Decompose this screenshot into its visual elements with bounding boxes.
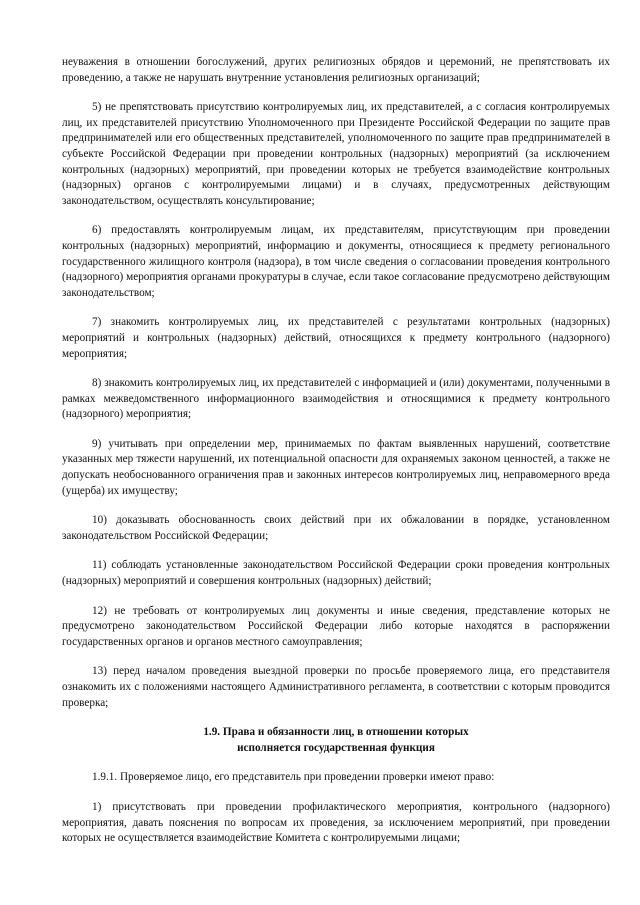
paragraph-item-8: 8) знакомить контролируемых лиц, их представителей с информацией и (или) документами, полученными в рамках межведомственного информационного взаимодействия и относящимися к предмету контрольного (надзорного) мероприятия; <box>62 377 610 421</box>
section-heading-line-1: 1.9. Права и обязанности лиц, в отношении которых <box>203 726 469 739</box>
paragraph-right-1: 1) присутствовать при проведении профилактического мероприятия, контрольного (надзорного) мероприятия, давать пояснения по вопросам их проведения, за исключением мероприятий, при проведении которых не осуществляется взаимодействие Комитета с контролируемыми лицами; <box>62 800 610 845</box>
paragraph-item-10: 10) доказывать обоснованность своих действий при их обжаловании в порядке, установленном законодательством Российской Федерации; <box>62 514 610 542</box>
section-heading <box>62 725 610 756</box>
paragraph-clause-1-9-1: 1.9.1. Проверяемое лицо, его представитель при проведении проверки имеют право: <box>92 771 495 784</box>
paragraph-item-6: 6) предоставлять контролируемым лицам, их представителям, присутствующим при проведении контрольных (надзорных) мероприятий, информацию и документы, относящиеся к предмету регионального государственного жилищного контроля (надзора), в том числе сведения о согласовании проведения контрольного (надзорного) мероприятия органами прокуратуры в случае, если такое согласование предусмотрено действующим законодательством; <box>62 224 610 299</box>
document-page <box>62 55 610 861</box>
paragraph-item-11: 11) соблюдать установленные законодательством Российской Федерации сроки проведения контрольных (надзорных) мероприятий и совершения контрольных (надзорных) действий; <box>62 559 610 588</box>
section-heading-line-2: исполняется государственная функция <box>237 741 435 754</box>
paragraph-item-12: 12) не требовать от контролируемых лиц документы и иные сведения, представление которых не предусмотрено законодательством Российской Федерации либо которые находятся в распоряжении государственных органов и органов местного самоуправления; <box>62 604 610 648</box>
paragraph-item-5: 5) не препятствовать присутствию контролируемых лиц, их представителей, а с согласия контролируемых лиц, их представителей присутствию Уполномоченного при Президенте Российской Федерации по защите прав предпринимателей или его общественных представителей, уполномоченного по защите прав предпринимателей в субъекте Российской Федерации при проведении контрольных (надзорных) мероприятий (за исключением контрольных (надзорных) мероприятий, при проведении которых не требуется взаимодействие контрольных (надзорных) органов с контролируемыми лицами) и в случаях, предусмотренных действующим законодательством, осуществлять консультирование; <box>62 101 610 207</box>
paragraph-item-7: 7) знакомить контролируемых лиц, их представителей с результатами контрольных (надзорных) мероприятий и контрольных (надзорных) действий, относящихся к предмету контрольного (надзорного) мероприятия; <box>62 316 610 360</box>
paragraph-item-9: 9) учитывать при определении мер, принимаемых по фактам выявленных нарушений, соответствие указанных мер тяжести нарушений, их потенциальной опасности для охраняемых законом ценностей, а также не допускать необоснованного ограничения прав и законных интересов контролируемых лиц, неправомерного вреда (ущерба) их имуществу; <box>62 437 610 497</box>
paragraph-item-13: 13) перед началом проведения выездной проверки по просьбе проверяемого лица, его представителя ознакомить их с положениями настоящего Административного регламента, в соответствии с которым проводится проверка; <box>62 665 610 709</box>
paragraph-continuation: неуважения в отношении богослужений, других религиозных обрядов и церемоний, не препятствовать их проведению, а также не нарушать внутренние установления религиозных организаций; <box>62 56 610 84</box>
